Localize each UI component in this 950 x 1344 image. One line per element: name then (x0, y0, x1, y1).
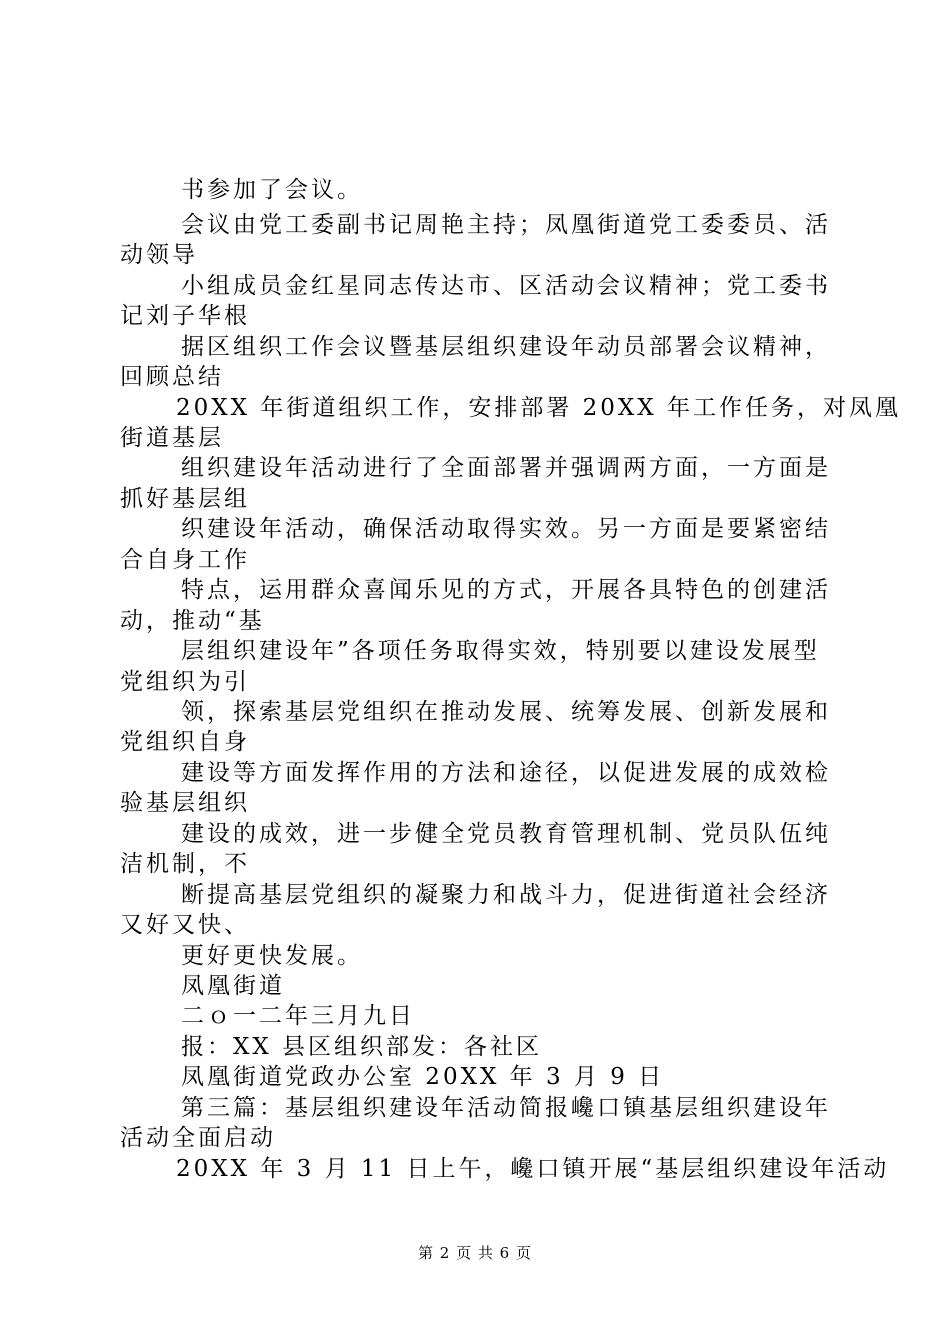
text-line: 活动全面启动 (120, 1125, 276, 1151)
text-line: 街道基层 (120, 425, 224, 451)
text-line: 织建设年活动，确保活动取得实效。另一方面是要紧密结 (181, 516, 831, 542)
text-line: 20XX 年 3 月 11 日上午，巉口镇开展“基层组织建设年活动 (176, 1156, 890, 1182)
text-line: 更好更快发展。 (181, 943, 363, 969)
text-line: 建设的成效，进一步健全党员教育管理机制、党员队伍纯 (181, 821, 831, 847)
text-line: 断提高基层党组织的凝聚力和战斗力，促进街道社会经济 (181, 882, 831, 908)
text-line: 合自身工作 (120, 547, 250, 573)
text-line: 党组织为引 (120, 669, 250, 695)
text-line: 据区组织工作会议暨基层组织建设年动员部署会议精神， (181, 334, 831, 360)
text-line: 报：XX 县区组织部发：各社区 (181, 1034, 543, 1060)
text-line: 党组织自身 (120, 729, 250, 755)
text-line: 建设等方面发挥作用的方法和途径，以促进发展的成效检 (181, 760, 831, 786)
text-line: 书参加了会议。 (181, 177, 363, 203)
text-line: 回顾总结 (120, 364, 224, 390)
text-line: 领，探索基层党组织在推动发展、统筹发展、创新发展和 (181, 699, 831, 725)
text-line: 特点，运用群众喜闻乐见的方式，开展各具特色的创建活 (181, 577, 831, 603)
text-line: 小组成员金红星同志传达市、区活动会议精神；党工委书 (181, 273, 831, 299)
text-line: 洁机制，不 (120, 851, 250, 877)
text-line: 验基层组织 (120, 790, 250, 816)
text-line: 凤凰街道 (181, 973, 285, 999)
text-line: 会议由党工委副书记周艳主持；凤凰街道党工委委员、活 (181, 212, 831, 238)
text-line: 20XX 年街道组织工作，安排部署 20XX 年工作任务，对凤凰 (176, 395, 901, 421)
text-line: 第三篇：基层组织建设年活动简报巉口镇基层组织建设年 (181, 1095, 831, 1121)
page-number-footer: 第 2 页 共 6 页 (418, 1244, 532, 1262)
text-line: 又好又快、 (120, 912, 250, 938)
text-line: 动，推动“基 (120, 608, 265, 634)
text-line: 记刘子华根 (120, 303, 250, 329)
text-line: 凤凰街道党政办公室 20XX 年 3 月 9 日 (181, 1064, 665, 1090)
text-line: 二ｏ一二年三月九日 (181, 1003, 415, 1029)
text-line: 抓好基层组 (120, 486, 250, 512)
text-line: 层组织建设年”各项任务取得实效，特别要以建设发展型 (181, 638, 820, 664)
text-line: 动领导 (120, 242, 198, 268)
text-line: 组织建设年活动进行了全面部署并强调两方面，一方面是 (181, 455, 831, 481)
